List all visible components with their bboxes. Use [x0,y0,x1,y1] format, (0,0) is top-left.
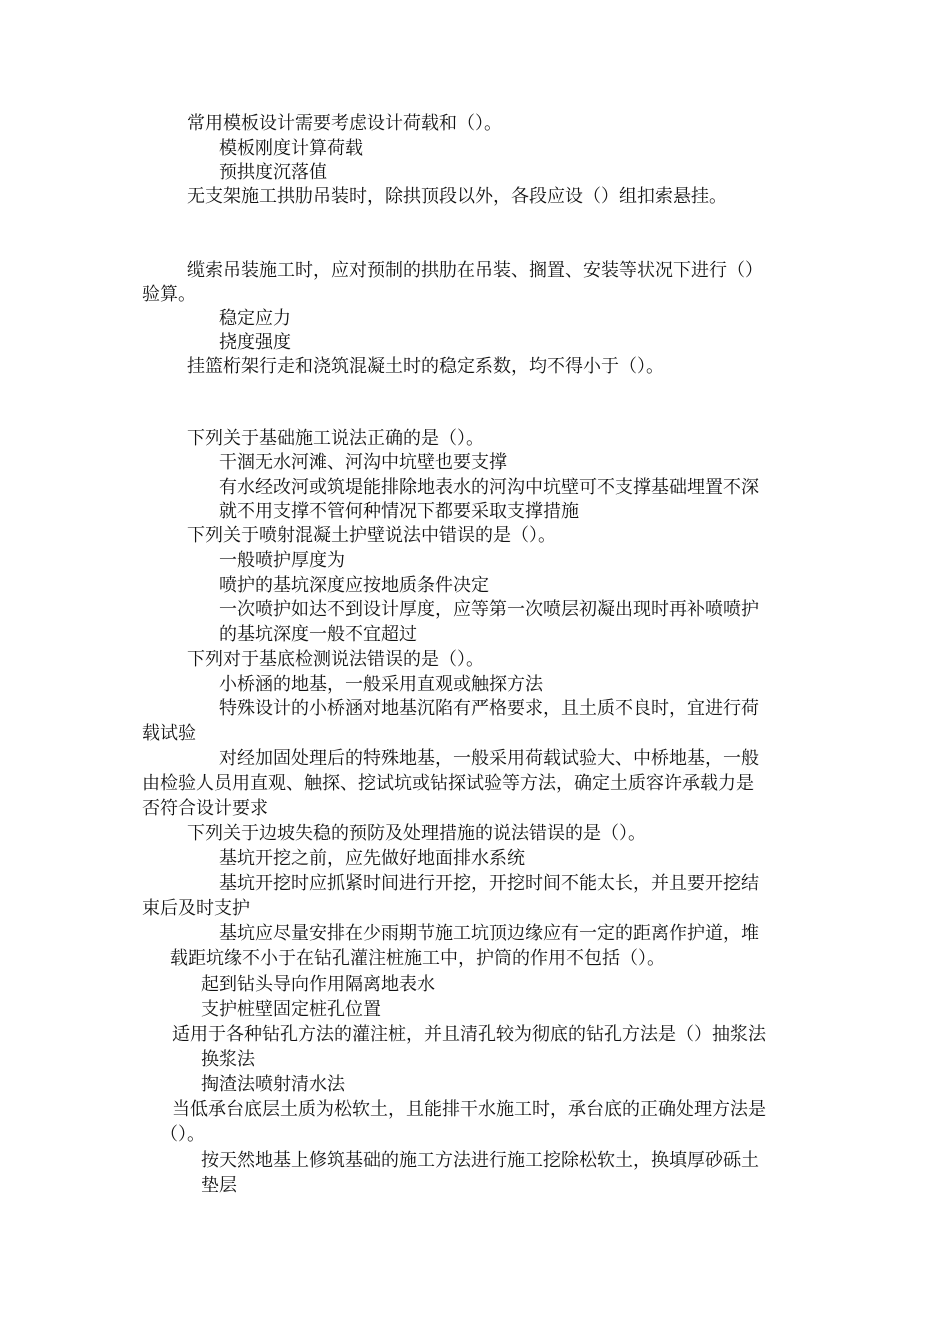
answer-option: 起到钻头导向作用隔离地表水 [201,974,435,995]
answer-option: 载试验 [142,723,196,744]
answer-option: 就不用支撑不管何种情况下都要采取支撑措施 [219,501,579,522]
question-text: 无支架施工拱肋吊装时，除拱顶段以外，各段应设（）组扣索悬挂。 [187,186,727,207]
answer-option: 支护桩壁固定桩孔位置 [201,999,381,1020]
answer-option: 束后及时支护 [142,898,250,919]
answer-option: 由检验人员用直观、触探、挖试坑或钻探试验等方法，确定土质容许承载力是 [142,773,754,794]
answer-option: 喷护的基坑深度应按地质条件决定 [219,575,489,596]
answer-option: 预拱度沉落值 [219,162,327,183]
question-text: 挂篮桁架行走和浇筑混凝土时的稳定系数，均不得小于（）。 [187,356,664,377]
answer-option: 干涸无水河滩、河沟中坑壁也要支撑 [219,452,507,473]
answer-option: 掏渣法喷射清水法 [201,1074,345,1095]
question-text: 下列对于基底检测说法错误的是（）。 [187,649,484,670]
answer-option: 挠度强度 [219,332,291,353]
answer-option: 稳定应力 [219,308,291,329]
answer-option: 一次喷护如达不到设计厚度，应等第一次喷层初凝出现时再补喷喷护 [219,599,759,620]
question-text: 当低承台底层土质为松软土，且能排干水施工时，承台底的正确处理方法是 [172,1099,766,1120]
answer-option: 基坑开挖时应抓紧时间进行开挖，开挖时间不能太长，并且要开挖结 [219,873,759,894]
answer-option: 一般喷护厚度为 [219,550,345,571]
question-text: 适用于各种钻孔方法的灌注桩，并且清孔较为彻底的钻孔方法是（）抽浆法 [172,1024,766,1045]
answer-option: 特殊设计的小桥涵对地基沉陷有严格要求，且土质不良时，宜进行荷 [219,698,759,719]
answer-option: 小桥涵的地基，一般采用直观或触探方法 [219,674,543,695]
answer-option: 有水经改河或筑堤能排除地表水的河沟中坑壁可不支撑基础埋置不深 [219,477,759,498]
question-text: 下列关于基础施工说法正确的是（）。 [187,428,484,449]
question-text: 验算。 [142,284,196,305]
answer-option: 对经加固处理后的特殊地基，一般采用荷载试验大、中桥地基，一般 [219,748,759,769]
answer-option: 基坑开挖之前，应先做好地面排水系统 [219,848,525,869]
question-text: 下列关于喷射混凝土护壁说法中错误的是（）。 [187,525,556,546]
answer-option: 基坑应尽量安排在少雨期节施工坑顶边缘应有一定的距离作护道，堆 [219,923,759,944]
question-text: 常用模板设计需要考虑设计荷载和（）。 [187,113,502,134]
answer-option: 的基坑深度一般不宜超过 [219,624,417,645]
question-text: （）。 [160,1124,205,1145]
answer-option: 换浆法 [201,1049,255,1070]
answer-option: 垫层 [201,1175,237,1196]
answer-option: 否符合设计要求 [142,798,268,819]
answer-option: 按天然地基上修筑基础的施工方法进行施工挖除松软土，换填厚砂砾土 [201,1150,759,1171]
question-text: 缆索吊装施工时，应对预制的拱肋在吊装、搁置、安装等状况下进行（） [187,260,763,281]
question-text: 下列关于边坡失稳的预防及处理措施的说法错误的是（）。 [187,823,646,844]
question-text: 载距坑缘不小于在钻孔灌注桩施工中，护筒的作用不包括（）。 [170,948,665,969]
answer-option: 模板刚度计算荷载 [219,138,363,159]
